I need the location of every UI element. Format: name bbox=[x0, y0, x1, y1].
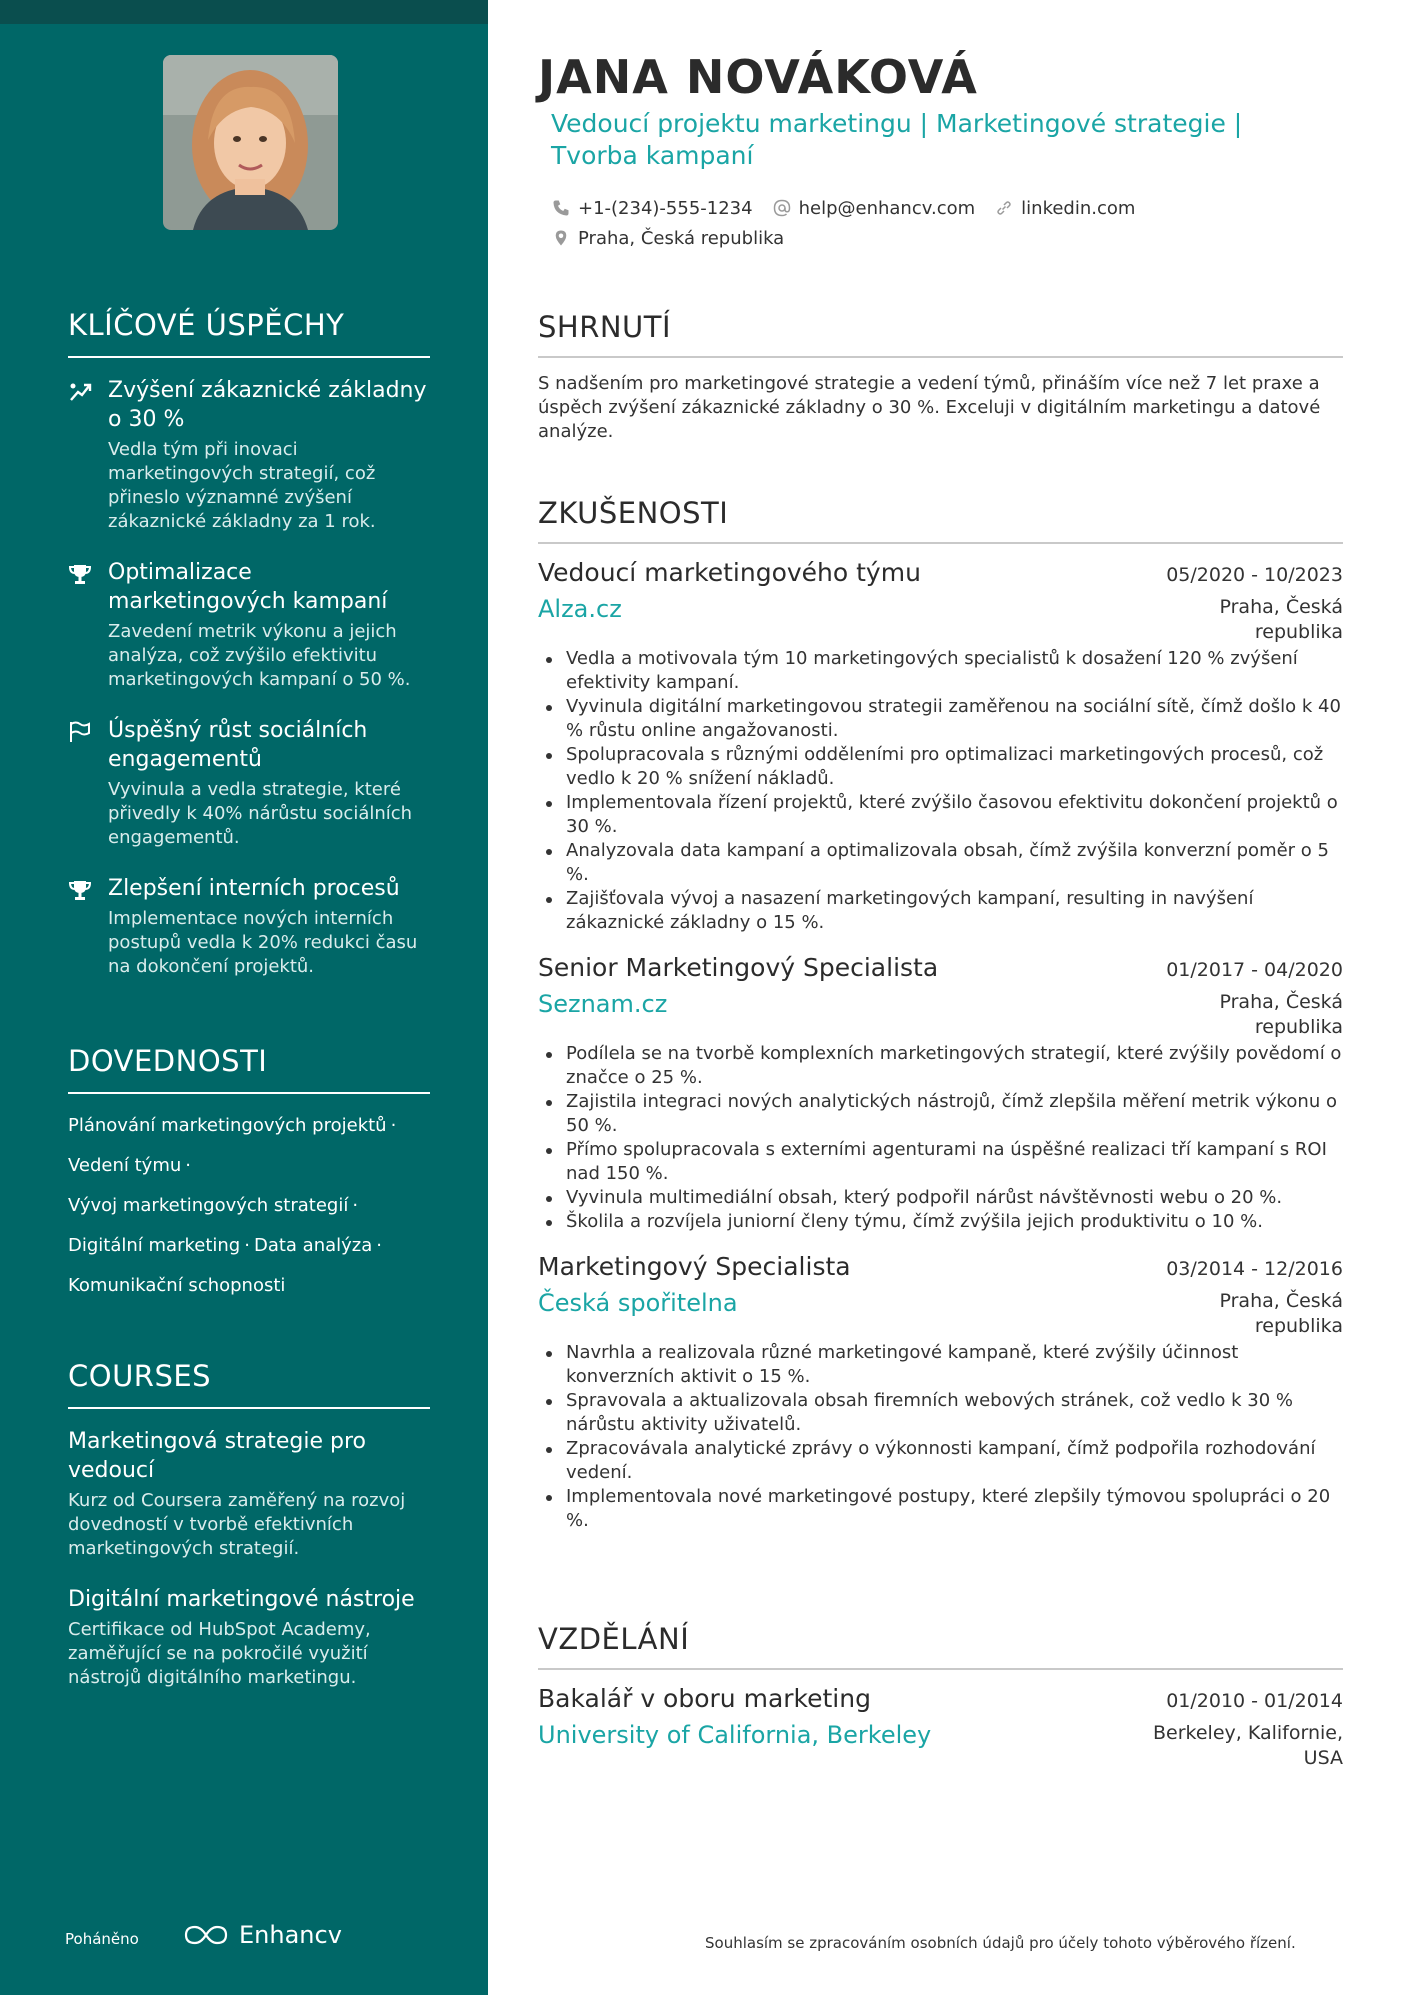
skill-row bbox=[68, 1274, 430, 1298]
bullet-item: Školila a rozvíjela juniorní členy týmu, čímž zvýšila jejich produktivitu o 10 %. bbox=[538, 1210, 1343, 1234]
linkedin-contact[interactable] bbox=[995, 198, 1135, 219]
course-title: Digitální marketingové nástroje bbox=[68, 1587, 415, 1612]
infinity-icon bbox=[183, 1922, 229, 1948]
phone-text: +1-(234)-555-1234 bbox=[578, 197, 753, 219]
bullet-item: Zajistila integraci nových analytických nástrojů, čímž zlepšila měření metrik výkonu o 50 %. bbox=[538, 1090, 1343, 1138]
bullet-item: Vedla a motivovala tým 10 marketingových specialistů k dosažení 120 % zvýšení efektivity kampaní. bbox=[538, 647, 1343, 695]
job-role: Vedoucí marketingového týmu bbox=[538, 558, 921, 587]
course-item bbox=[68, 1427, 430, 1561]
location-contact bbox=[552, 228, 784, 249]
job-entry bbox=[538, 558, 1343, 935]
education-location: Berkeley, Kalifornie, USA bbox=[1152, 1722, 1343, 1769]
bullet-item: Implementovala nové marketingové postupy, které zlepšily týmovou spolupráci o 20 %. bbox=[538, 1485, 1343, 1533]
headline: Vedoucí projektu marketingu | Marketingové strategie | Tvorba kampaní bbox=[551, 109, 1243, 170]
bullet-item: Navrhla a realizovala různé marketingové kampaně, které zvýšily účinnost konverzních aktivit o 15 %. bbox=[538, 1341, 1343, 1389]
bullet-item: Spolupracovala s různými odděleními pro optimalizaci marketingových procesů, což vedlo k 20 % snížení nákladů. bbox=[538, 743, 1343, 791]
achievement-title: Zlepšení interních procesů bbox=[108, 876, 400, 901]
bullet-item: Analyzovala data kampaní a optimalizovala obsah, čímž zvýšila konverzní poměr o 5 %. bbox=[538, 839, 1343, 887]
course-title: Marketingová strategie pro vedoucí bbox=[68, 1429, 366, 1483]
job-dates: 01/2017 - 04/2020 bbox=[1166, 959, 1343, 981]
education-title: VZDĚLÁNÍ bbox=[538, 1622, 1343, 1670]
linkedin-text: linkedin.com bbox=[1021, 197, 1136, 219]
skills-title: DOVEDNOSTI bbox=[68, 1044, 430, 1094]
skill-row bbox=[68, 1154, 430, 1178]
course-desc: Certifikace od HubSpot Academy, zaměřující se na pokročilé využití nástrojů digitálního marketingu. bbox=[68, 1619, 371, 1688]
job-location: Praha, Česká republika bbox=[1219, 991, 1343, 1038]
flag-icon bbox=[68, 720, 94, 850]
skill-row bbox=[68, 1114, 430, 1138]
skill-separator: · bbox=[376, 1235, 383, 1256]
powered-by-label: Poháněno bbox=[65, 1930, 139, 1948]
job-dates: 03/2014 - 12/2016 bbox=[1166, 1258, 1343, 1280]
education-dates: 01/2010 - 01/2014 bbox=[1166, 1690, 1343, 1712]
candidate-name: JANA NOVÁKOVÁ bbox=[538, 50, 978, 104]
bullet-item: Podílela se na tvorbě komplexních marketingových strategií, které zvýšily povědomí o značce o 25 %. bbox=[538, 1042, 1343, 1090]
job-role: Marketingový Specialista bbox=[538, 1252, 851, 1281]
skill-row bbox=[68, 1194, 430, 1218]
skill-separator: · bbox=[185, 1155, 192, 1176]
sidebar bbox=[0, 0, 488, 1995]
location-text: Praha, Česká republika bbox=[578, 227, 785, 249]
link-icon bbox=[995, 199, 1013, 217]
achievement-item bbox=[68, 716, 430, 850]
bullet-item: Vyvinula digitální marketingovou strategii zaměřenou na sociální sítě, čímž došlo k 40 % růstu online angažovanosti. bbox=[538, 695, 1343, 743]
profile-photo bbox=[163, 55, 338, 230]
skill-item: Digitální marketing bbox=[68, 1235, 241, 1256]
bullet-item: Vyvinula multimediální obsah, který podpořil nárůst návštěvnosti webu o 20 %. bbox=[538, 1186, 1343, 1210]
bullet-item: Spravovala a aktualizovala obsah firemních webových stránek, což vedlo k 30 % nárůstu aktivity uživatelů. bbox=[538, 1389, 1343, 1437]
job-location: Praha, Česká republika bbox=[1219, 596, 1343, 643]
job-bullets bbox=[538, 1042, 1343, 1234]
summary-section bbox=[538, 310, 1343, 444]
sidebar-top-bar bbox=[0, 0, 488, 24]
growth-icon bbox=[68, 380, 94, 534]
achievement-desc: Vedla tým při inovaci marketingových strategií, což přineslo významné zvýšení zákaznické základny za 1 rok. bbox=[108, 439, 376, 532]
job-dates: 05/2020 - 10/2023 bbox=[1166, 564, 1343, 586]
skill-separator: · bbox=[352, 1195, 359, 1216]
skill-item: Vedení týmu bbox=[68, 1155, 182, 1176]
skill-separator: · bbox=[244, 1235, 250, 1256]
phone-contact[interactable] bbox=[552, 198, 753, 219]
achievement-item bbox=[68, 376, 430, 534]
job-company[interactable]: Alza.cz bbox=[538, 595, 622, 623]
achievement-title: Úspěšný růst sociálních engagementů bbox=[108, 718, 368, 772]
contact-info bbox=[552, 193, 1155, 253]
summary-text: S nadšením pro marketingové strategie a vedení týmů, přináším více než 7 let praxe a úspěch zvýšení zákaznické základny o 30 %. Exceluji v digitálním marketingu a datové analýze. bbox=[538, 373, 1321, 442]
email-contact[interactable] bbox=[773, 198, 976, 219]
course-desc: Kurz od Coursera zaměřený na rozvoj dovedností v tvorbě efektivních marketingových strategií. bbox=[68, 1490, 406, 1559]
achievement-desc: Zavedení metrik výkonu a jejich analýza, což zvýšilo efektivitu marketingových kampaní o 50 %. bbox=[108, 621, 411, 690]
job-entry bbox=[538, 1252, 1343, 1533]
job-company[interactable]: Seznam.cz bbox=[538, 990, 668, 1018]
brand-logo[interactable] bbox=[183, 1921, 342, 1949]
achievements-title: KLÍČOVÉ ÚSPĚCHY bbox=[68, 308, 430, 358]
skill-separator: · bbox=[390, 1115, 397, 1136]
achievement-title: Zvýšení zákaznické základny o 30 % bbox=[108, 378, 427, 432]
bullet-item: Zajišťovala vývoj a nasazení marketingových kampaní, resulting in navýšení zákaznické základny o 15 %. bbox=[538, 887, 1343, 935]
job-location: Praha, Česká republika bbox=[1219, 1290, 1343, 1337]
phone-icon bbox=[552, 199, 570, 217]
experience-title: ZKUŠENOSTI bbox=[538, 496, 1343, 544]
location-pin-icon bbox=[552, 229, 570, 247]
job-bullets bbox=[538, 647, 1343, 935]
achievements-section bbox=[68, 308, 430, 1003]
education-entry bbox=[538, 1684, 1343, 1771]
brand-name: Enhancv bbox=[239, 1921, 342, 1949]
achievement-title: Optimalizace marketingových kampaní bbox=[108, 560, 388, 614]
achievement-item bbox=[68, 874, 430, 979]
courses-section bbox=[68, 1359, 430, 1714]
school-name[interactable]: University of California, Berkeley bbox=[538, 1721, 932, 1749]
education-section bbox=[538, 1622, 1343, 1789]
job-bullets bbox=[538, 1341, 1343, 1533]
skills-section bbox=[68, 1044, 430, 1314]
courses-title: COURSES bbox=[68, 1359, 430, 1409]
avatar-illustration bbox=[163, 55, 338, 230]
achievement-desc: Vyvinula a vedla strategie, které přivedly k 40% nárůstu sociálních engagementů. bbox=[108, 779, 413, 848]
trophy-icon bbox=[68, 878, 94, 979]
skill-item: Data analýza bbox=[253, 1235, 373, 1256]
skill-row bbox=[68, 1234, 430, 1258]
skill-item: Komunikační schopnosti bbox=[68, 1275, 286, 1296]
job-company[interactable]: Česká spořitelna bbox=[538, 1289, 738, 1317]
degree: Bakalář v oboru marketing bbox=[538, 1684, 871, 1713]
skill-item: Plánování marketingových projektů bbox=[68, 1115, 387, 1136]
job-role: Senior Marketingový Specialista bbox=[538, 953, 939, 982]
achievement-item bbox=[68, 558, 430, 692]
skill-item: Vývoj marketingových strategií bbox=[68, 1195, 349, 1216]
bullet-item: Zpracovávala analytické zprávy o výkonnosti kampaní, čímž podpořila rozhodování vedení. bbox=[538, 1437, 1343, 1485]
bullet-item: Přímo spolupracovala s externími agenturami na úspěšné realizaci tří kampaní s ROI nad 150 %. bbox=[538, 1138, 1343, 1186]
at-icon bbox=[773, 199, 791, 217]
bullet-item: Implementovala řízení projektů, které zvýšilo časovou efektivitu dokončení projektů o 30 %. bbox=[538, 791, 1343, 839]
achievement-desc: Implementace nových interních postupů vedla k 20% redukci času na dokončení projektů. bbox=[108, 908, 418, 977]
job-entry bbox=[538, 953, 1343, 1234]
email-text: help@enhancv.com bbox=[798, 197, 976, 219]
trophy-icon bbox=[68, 562, 94, 692]
consent-footer: Souhlasím se zpracováním osobních údajů pro účely tohoto výběrového řízení. bbox=[705, 1934, 1296, 1952]
experience-section bbox=[538, 496, 1343, 1551]
summary-title: SHRNUTÍ bbox=[538, 310, 1343, 358]
course-item bbox=[68, 1585, 430, 1690]
